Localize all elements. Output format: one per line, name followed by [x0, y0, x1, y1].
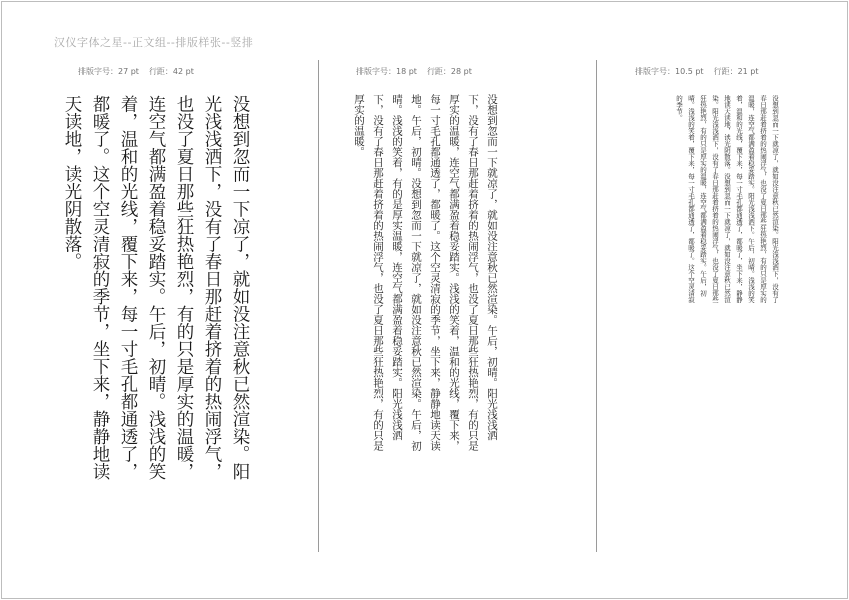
vertical-text-sample-27pt: 没想到忽而一下凉了，就如没注意秋已然渲染。阳光浅浅洒下，没有了春日那赶着挤着的热闹浮气，也没了夏日那些狂热艳烈，有的只是厚实的温暖，连空气都满盈着稳妥踏实。午后，初晴。浅浅的笑着，温和的光线，覆下来，每一寸毛孔都通透了，都暖了。这个空灵清寂的季节，坐下来，静静地读天读地，读光阴散落。 [62, 95, 250, 480]
spec-line-10-5pt [635, 66, 759, 77]
vertical-text-sample-18pt: 没想到忽而一下就凉了，就如没注意秋已然渲染。午后，初晴。阳光浅浅洒下，没有了春日那赶着挤着的热闹浮气，也没了夏日那些狂热艳烈，有的只是厚实的温暖，连空气都满盈着稳妥踏实。浅浅的笑着，温和的光线，覆下来，每一寸毛孔都通透了，都暖了。这个空灵清寂的季节，坐下来，静静地读天读地。午后，初晴。没想到忽而一下就凉了，就如没注意秋已然渲染。午后，初晴。浅浅的笑着，有的是厚实温暖，连空气都满盈着稳妥踏实。阳光浅浅洒下，没有了春日那赶着挤着的热闹浮气，也没了夏日那些狂热艳烈，有的只是厚实的温暖。 [353, 94, 498, 451]
column-divider-left [318, 60, 319, 552]
font-size-label: 排版字号：10.5 pt [635, 67, 704, 76]
document-title: 汉仪字体之星--正文组--排版样张--竖排 [54, 36, 254, 49]
column-divider-right [596, 60, 597, 552]
font-size-label: 排版字号：27 pt [78, 67, 139, 76]
leading-label: 行距：21 pt [713, 67, 759, 76]
font-size-label: 排版字号：18 pt [356, 67, 417, 76]
vertical-text-sample-10-5pt: 没想到忽而一下就凉了，就如没注意秋已然渲染。阳光浅浅洒下，没有了春日那赶着挤着的热闹浮气，也没了夏日那些狂热艳烈，有的只是厚实的温暖，连空气都满盈着稳妥踏实。阳光浅浅洒下。午后，初晴。浅浅的笑着，温和的光线，覆下来，每一寸毛孔都通透了，都暖了，坐下来，静静地读天读地，读光阴散落。没想到忽而一下就凉了，就如没注意秋已然渲染。阳光浅浅洒下，没有了春日那赶着挤着的热闹浮气，也没了夏日那些狂热艳烈，有的只是厚实的温暖，连空气都满盈着稳妥踏实。午后，初晴。浅浅的笑着，覆下来，每一寸毛孔都通透了，都暖了。这个空灵清寂的季节。 [675, 95, 779, 303]
spec-line-18pt [356, 66, 472, 77]
leading-label: 行距：28 pt [426, 67, 472, 76]
leading-label: 行距：42 pt [148, 67, 194, 76]
spec-line-27pt [78, 66, 194, 77]
